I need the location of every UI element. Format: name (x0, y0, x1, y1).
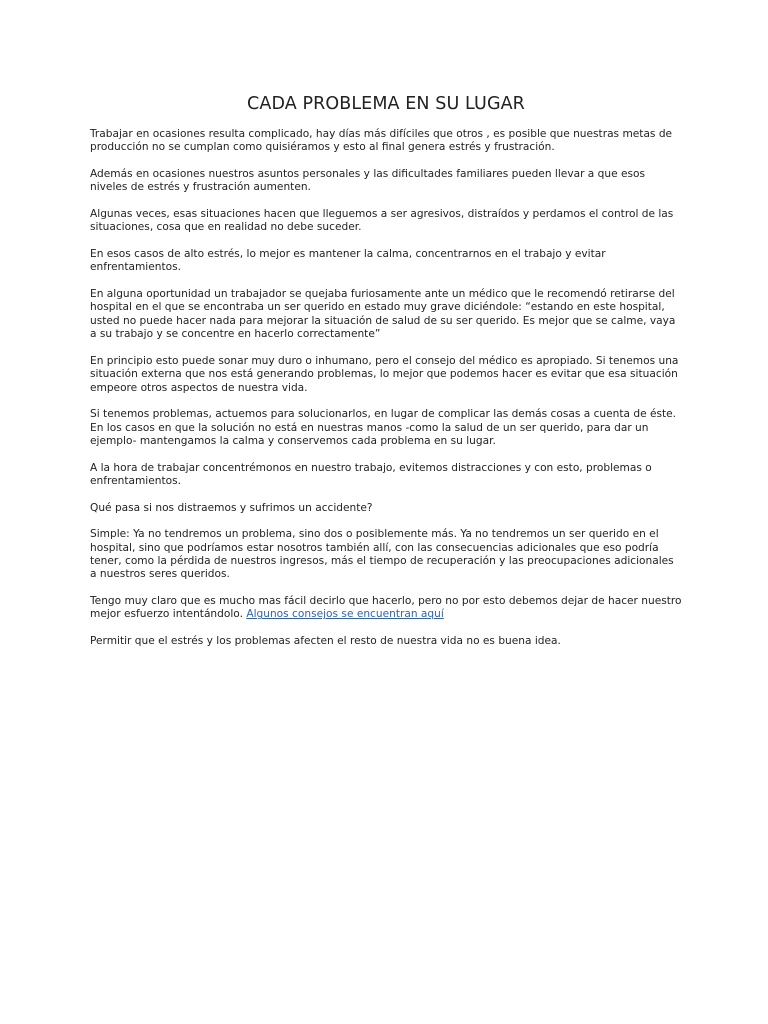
paragraph-1: Trabajar en ocasiones resulta complicado, hay días más difíciles que otros , es posible que nuestras metas de producción no se cumplan como quisiéramos y esto al final genera estrés y frustración. (90, 128, 673, 154)
paragraph-4: En esos casos de alto estrés, lo mejor es mantener la calma, concentrarnos en el trabajo y evitar enfrentamientos. (90, 248, 606, 274)
document-page (90, 94, 682, 662)
paragraph-5: En alguna oportunidad un trabajador se quejaba furiosamente ante un médico que le recomendó retirarse del hospital en el que se encontraba un ser querido en estado muy grave diciéndole: “estando en este hospital, usted no puede hacer nada para mejorar la situación de salud de su ser querido. Es mejor que se calme, vaya a su trabajo y se concentre en hacerlo correctamente” (90, 288, 676, 341)
paragraph-8: A la hora de trabajar concentrémonos en nuestro trabajo, evitemos distracciones y con esto, problemas o enfrentamientos. (90, 461, 652, 488)
paragraph-2: Además en ocasiones nuestros asuntos personales y las dificultades familiares pueden llevar a que esos niveles de estrés y frustración aumenten. (90, 168, 646, 194)
paragraph-3: Algunas veces, esas situaciones hacen que lleguemos a ser agresivos, distraídos y perdamos el control de las situaciones, cosa que en realidad no debe suceder. (90, 208, 674, 234)
paragraph-7: Si tenemos problemas, actuemos para solucionarlos, en lugar de complicar las demás cosas a cuenta de éste. En los casos en que la solución no está en nuestras manos -como la salud de un ser querido, para dar un ejemplo- mantengamos la calma y conservemos cada problema en su lugar. (90, 408, 677, 448)
paragraph-9: Qué pasa si nos distraemos y sufrimos un accidente? (90, 501, 373, 514)
paragraph-10: Simple: Ya no tendremos un problema, sino dos o posiblemente más. Ya no tendremos un ser querido en el hospital, sino que podríamos estar nosotros también allí, con las consecuencias adicionales que eso podría tener, como la pérdida de nuestros ingresos, más el tiempo de recuperación y las preocupaciones adicionales a nuestros seres queridos. (90, 528, 674, 581)
closing-paragraph: Permitir que el estrés y los problemas afecten el resto de nuestra vida no es buena idea. (90, 635, 561, 648)
paragraph-6: En principio esto puede sonar muy duro o inhumano, pero el consejo del médico es apropiado. Si tenemos una situación externa que nos está generando problemas, lo mejor que podemos hacer es evitar que esa situación empeore otros aspectos de nuestra vida. (90, 354, 679, 394)
tips-link[interactable]: Algunos consejos se encuentran aquí (246, 608, 444, 621)
tip-paragraph-text: Tengo muy claro que es mucho mas fácil decirlo que hacerlo, pero no por esto debemos dejar de hacer nuestro mejor esfuerzo intentándolo. (90, 595, 682, 621)
document-title: CADA PROBLEMA EN SU LUGAR (247, 94, 525, 114)
paragraph-11 (90, 595, 682, 622)
